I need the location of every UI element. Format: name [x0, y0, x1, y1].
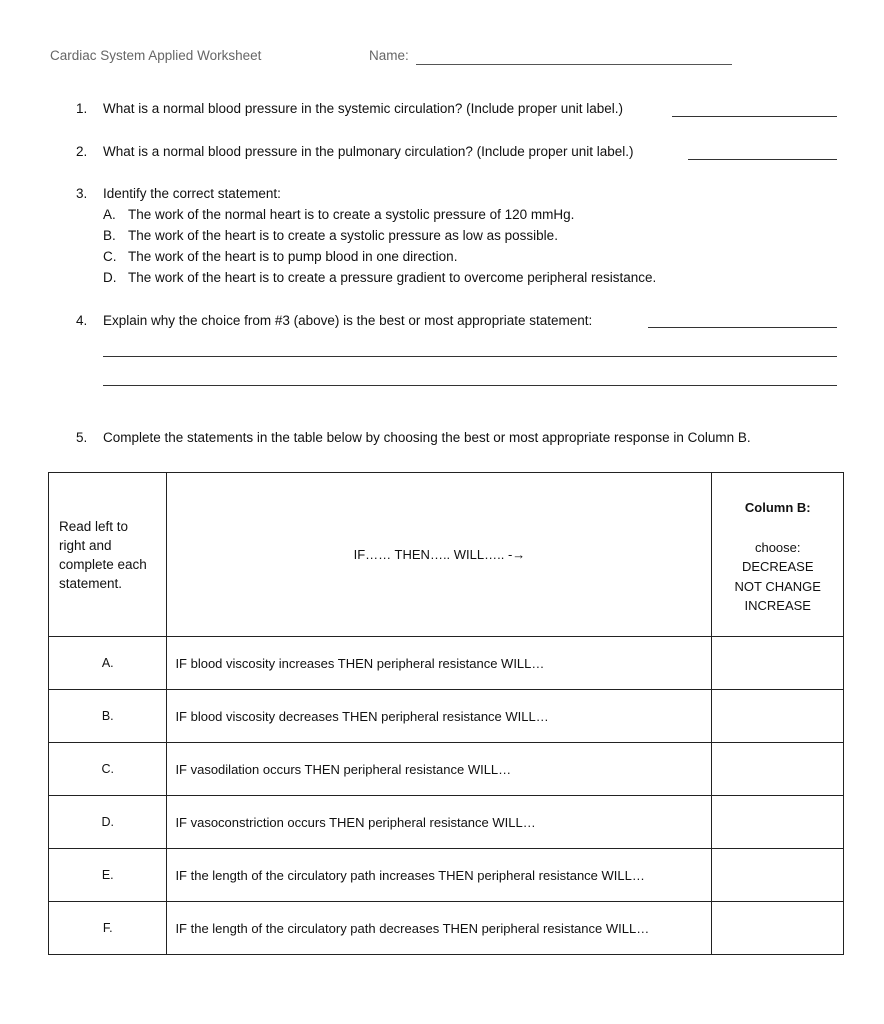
q4-answer-line-2[interactable]	[103, 356, 837, 357]
q1-number: 1.	[76, 101, 88, 116]
q4-text: Explain why the choice from #3 (above) is the best or most appropriate statement:	[103, 313, 593, 328]
choice-increase: INCREASE	[744, 598, 811, 613]
q4-number: 4.	[76, 313, 88, 328]
table-row	[49, 690, 844, 743]
table-row	[49, 849, 844, 902]
row-statement: IF the length of the circulatory path increases THEN peripheral resistance WILL…	[167, 849, 712, 902]
row-letter: A.	[49, 637, 167, 690]
row-letter: F.	[49, 902, 167, 955]
q2-number: 2.	[76, 144, 88, 159]
row-statement: IF blood viscosity increases THEN peripheral resistance WILL…	[167, 637, 712, 690]
table-row	[49, 637, 844, 690]
row-letter: C.	[49, 743, 167, 796]
q4-answer-line-3[interactable]	[103, 385, 837, 386]
row-statement: IF vasodilation occurs THEN peripheral resistance WILL…	[167, 743, 712, 796]
q5-number: 5.	[76, 430, 88, 445]
choose-label: choose:	[754, 539, 801, 555]
if-then-header: IF…… THEN….. WILL….. -→	[167, 473, 712, 637]
worksheet-title: Cardiac System Applied Worksheet	[50, 48, 262, 63]
q1-text: What is a normal blood pressure in the systemic circulation? (Include proper unit label.)	[103, 101, 623, 116]
q3-option-d-letter: D.	[103, 270, 117, 285]
q3-number: 3.	[76, 186, 88, 201]
row-answer-cell[interactable]	[712, 902, 844, 955]
choice-not-change: NOT CHANGE	[734, 578, 821, 594]
q5-text: Complete the statements in the table below by choosing the best or most appropriate response in Column B.	[103, 430, 751, 445]
row-answer-cell[interactable]	[712, 743, 844, 796]
q3-option-c: The work of the heart is to pump blood in one direction.	[128, 249, 458, 264]
row-answer-cell[interactable]	[712, 637, 844, 690]
row-letter: E.	[49, 849, 167, 902]
column-b-title: Column B:	[744, 500, 811, 515]
row-answer-cell[interactable]	[712, 849, 844, 902]
read-left-instructions	[49, 473, 167, 637]
table-row	[49, 796, 844, 849]
read-left-line-4: statement.	[59, 575, 123, 591]
q3-option-b: The work of the heart is to create a systolic pressure as low as possible.	[128, 228, 558, 243]
q3-text: Identify the correct statement:	[103, 186, 281, 201]
read-left-line-2: right and	[59, 537, 112, 553]
read-left-line-1: Read left to	[59, 518, 129, 534]
table-header-row	[49, 473, 844, 637]
read-left-line-3: complete each	[59, 556, 147, 572]
column-b-header	[712, 473, 844, 637]
row-letter: D.	[49, 796, 167, 849]
name-label: Name:	[369, 48, 409, 63]
row-statement: IF blood viscosity decreases THEN peripheral resistance WILL…	[167, 690, 712, 743]
worksheet-table	[48, 472, 844, 955]
q4-answer-line-1[interactable]	[648, 327, 837, 328]
table-row	[49, 902, 844, 955]
name-answer-line[interactable]	[416, 64, 732, 65]
q3-option-a: The work of the normal heart is to create a systolic pressure of 120 mmHg.	[128, 207, 575, 222]
row-letter: B.	[49, 690, 167, 743]
row-statement: IF the length of the circulatory path decreases THEN peripheral resistance WILL…	[167, 902, 712, 955]
row-statement: IF vasoconstriction occurs THEN peripheral resistance WILL…	[167, 796, 712, 849]
q3-option-d: The work of the heart is to create a pressure gradient to overcome peripheral resistance.	[128, 270, 657, 285]
q3-option-c-letter: C.	[103, 249, 117, 264]
q3-option-a-letter: A.	[103, 207, 116, 222]
table-row	[49, 743, 844, 796]
row-answer-cell[interactable]	[712, 690, 844, 743]
row-answer-cell[interactable]	[712, 796, 844, 849]
choice-decrease: DECREASE	[741, 559, 814, 574]
q2-answer-line[interactable]	[688, 159, 837, 160]
q2-text: What is a normal blood pressure in the pulmonary circulation? (Include proper unit label.)	[103, 144, 634, 159]
q3-option-b-letter: B.	[103, 228, 116, 243]
q1-answer-line[interactable]	[672, 116, 837, 117]
